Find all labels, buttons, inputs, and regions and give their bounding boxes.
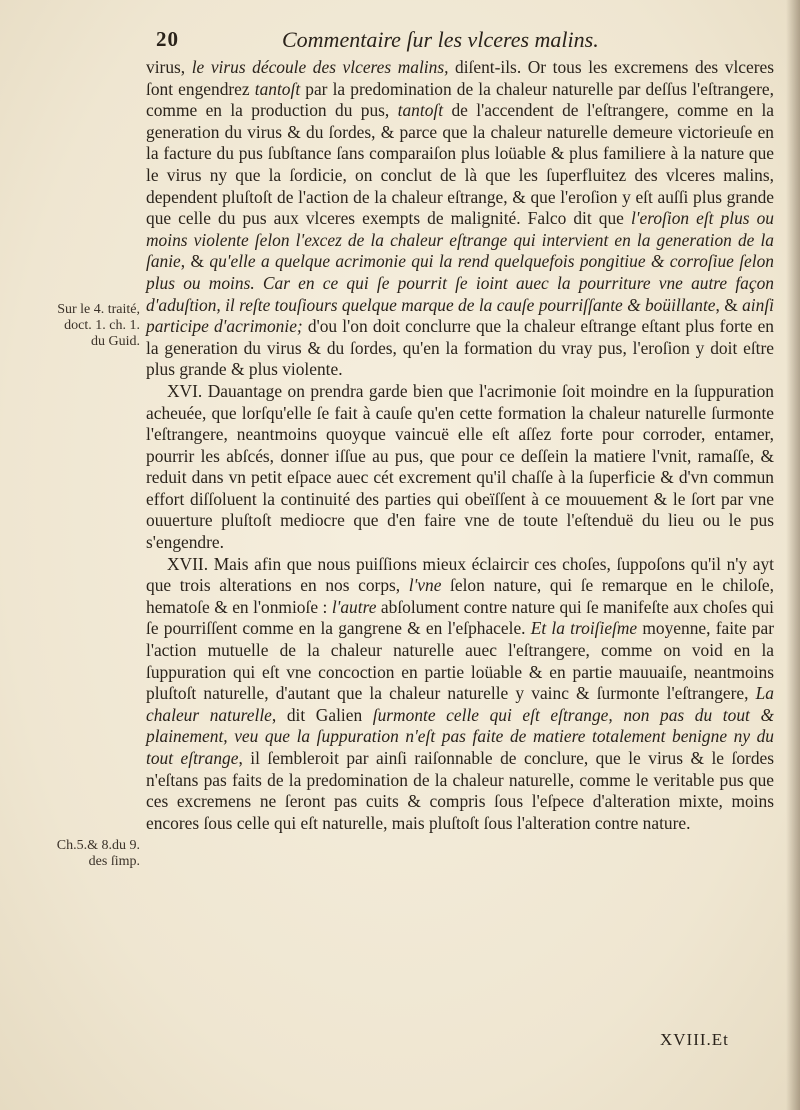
roman-text: ſelon nature, qui ſe remarque en le chiloſe, hematoſe & en l'onmioſe : [146, 575, 774, 617]
roman-text: d'ou l'on doit conclurre que la chaleur eſtrange eſtant plus forte en la generation du virus & du ſordes, qu'en la formation du vray pus, l'eroſion y doit eſtre plus grande & plus violente. [146, 316, 774, 380]
italic-text: ainſi participe d'acrimonie; [146, 294, 774, 337]
margin-note-guid: Sur le 4. traité, doct. 1. ch. 1. du Guid. [57, 302, 140, 349]
italic-text: l'autre [331, 596, 377, 617]
catchword: XVIII.Et [660, 1030, 729, 1049]
roman-text: abſolument contre nature qui ſe manifeſte aux choſes qui ſe pourriſſent comme en la gangrene & en l'eſphacele. [146, 596, 774, 639]
margin-note-galien: Ch.5.& 8.du 9. des ſimp. [56, 838, 140, 869]
paragraph [146, 57, 774, 381]
roman-text: , & [715, 294, 743, 315]
roman-text: diſent-ils. Or tous les excremens des vlceres ſont engendrez [146, 57, 774, 99]
italic-text: l'eroſion eſt plus ou moins violente ſelon l'excez de la chaleur eſtrange qui intervient en la generation de la ſanie [146, 208, 774, 272]
italic-text: tantoſt [397, 100, 444, 121]
page-edge-shadow [786, 0, 800, 1110]
italic-text: ſurmonte celle qui eſt eſtrange, non pas du tout & plainement, veu que la ſuppuration n'eſt pas faite de matiere totalement benigne ny du tout eſtrange [146, 704, 774, 768]
roman-text: , il ſembleroit par ainſi raiſonnable de conclure, que le virus & le ſordes n'eſtans pas faits de la predomination de la chaleur naturelle, comme le veritable pus que ces excremens ne ſeront pas cuits & compris ſous l'eſpece d'alteration mixte, moins encores ſous celle qui eſt naturelle, mais pluſtoſt ſous l'alteration contre nature. [146, 748, 774, 833]
running-title: Commentaire ſur les vlceres malins. [282, 27, 599, 52]
roman-text: virus, [146, 57, 192, 77]
paragraph [146, 554, 774, 835]
roman-text: XVI. Dauantage on prendra garde bien que l'acrimonie ſoit moindre en la ſuppuration acheuée, que lorſqu'elle ſe fait à cauſe qu'en cette formation la chaleur naturelle ſurmonte l'eſtrangere, neantmoins quoyque vaincuë elle eſt aſſez forte pour corroder, entamer, pourrir les abſcés, donner iſſue au pus, que pour ce deſſein la matiere l'vnit, ramaſſe, & reduit dans vn petit eſpace auec cét excrement qu'il chaſſe à la ſuperficie & d'vn commun effort diſſoluent la continuité des parties qui obeïſſent à ce mouuement & le ſort par vne ouuerture pluſtoſt mediocre que d'en faire vne de toute l'eſtenduë du lieu ou le pus s'engendre. [146, 380, 774, 553]
page-number: 20 [156, 27, 179, 51]
italic-text: le virus découle des vlceres malins, [191, 57, 449, 77]
italic-text: tantoſt [254, 78, 301, 99]
roman-text: , & [180, 251, 210, 272]
page-header [0, 27, 800, 53]
paragraph [146, 381, 774, 554]
italic-text: l'vne [408, 575, 442, 596]
roman-text: moyenne, faite par l'action mutuelle de la chaleur naturelle auec l'eſtrangere, comme on void en la ſuppuration qui eſt vne concoction en partie loüable & en partie mauuaiſe, neantmoins pluſtoſt naturelle, d'autant que la chaleur naturelle y vainc & ſurmonte l'eſtrangere, [146, 618, 775, 704]
roman-text: , dit Galien [271, 704, 373, 725]
roman-text: XVII. Mais afin que nous puiſſions mieux éclaircir ces choſes, ſuppoſons qu'il n'y ayt que trois alterations en nos corps, [146, 553, 774, 596]
italic-text: Et la troiſieſme [530, 618, 638, 639]
roman-text: de l'accendent de l'eſtrangere, comme en la generation du virus & du ſordes, & parce que la chaleur naturelle demeure victorieuſe en la facture du pus ſubſtance ſans comparaiſon plus loüable & plus familiere à la nature que le virus ny que la ſordicie, on conclut de là que les ſuperfluitez des vlceres malins, dependent pluſtoſt de l'action de la chaleur eſtrange, & que l'eroſion y eſt auſſi plus grande que celle du pus aux vlceres exempts de malignité. Falco dit que [146, 100, 774, 229]
body-text [146, 57, 774, 834]
italic-text: qu'elle a quelque acrimonie qui la rend quelquefois pongitiue & corroſiue ſelon plus ou moins. Car en ce qui ſe pourrit ſe ioint auec la pourriture vne autre façon d'aduſtion, il reſte touſiours quelque marque de la cauſe pourriſſante & boüillante [146, 251, 774, 315]
italic-text: La chaleur naturelle [146, 683, 774, 725]
roman-text: par la predomination de la chaleur naturelle par deſſus l'eſtrangere, comme en la production du pus, [146, 78, 774, 121]
